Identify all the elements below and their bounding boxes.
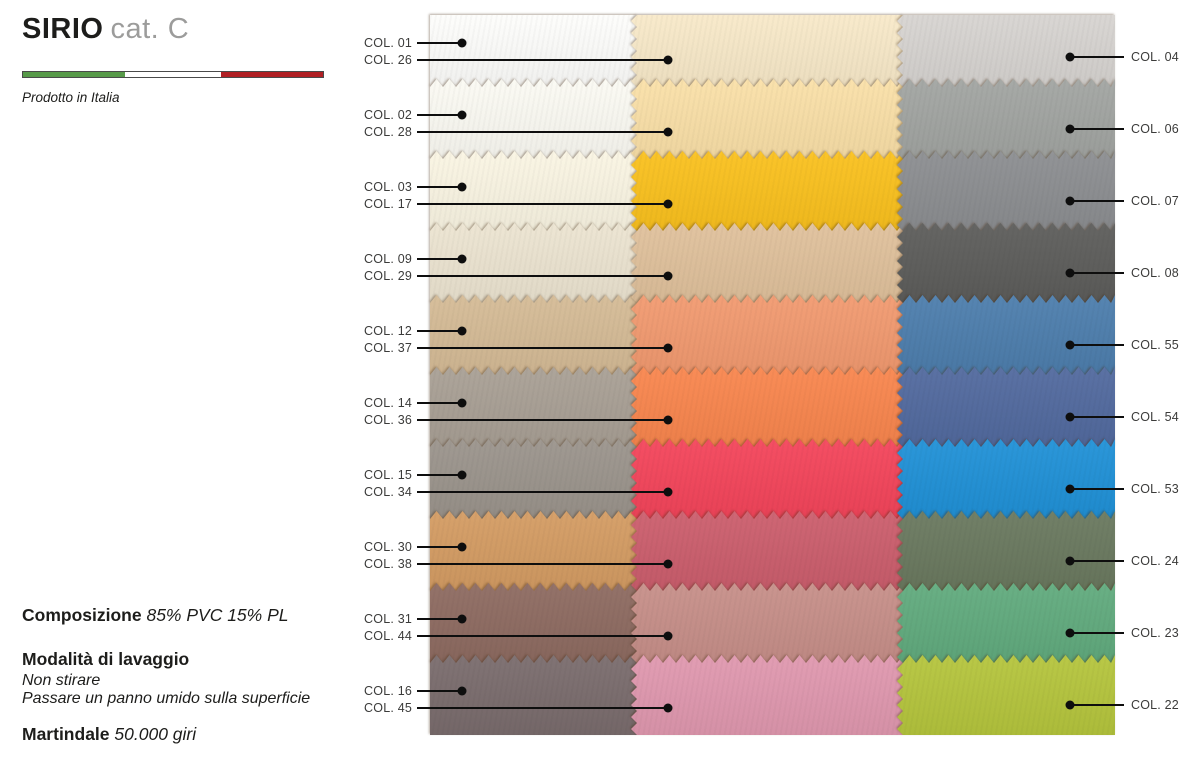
swatch-col-30	[430, 511, 637, 591]
swatch-color-fill	[897, 223, 1115, 303]
martindale-label: Martindale	[22, 724, 110, 744]
swatch-color-fill	[430, 151, 637, 231]
swatch-color-fill	[897, 583, 1115, 663]
callout-label: COL. 37	[364, 341, 412, 355]
washing-title: Modalità di lavaggio	[22, 649, 190, 669]
callout-label: COL. 55	[1131, 338, 1179, 352]
swatch-color-fill	[631, 295, 903, 375]
swatch-color-fill	[631, 655, 903, 735]
swatch-color-fill	[897, 655, 1115, 735]
swatch-color-fill	[897, 367, 1115, 447]
callout-label: COL. 36	[364, 413, 412, 427]
swatch-col-06	[897, 79, 1115, 159]
swatch-col-36	[631, 367, 903, 447]
swatch-col-12	[430, 295, 637, 375]
swatch-color-fill	[631, 367, 903, 447]
swatch-col-37	[631, 295, 903, 375]
callout-label: COL. 44	[364, 629, 412, 643]
swatch-col-07	[897, 151, 1115, 231]
callout-label: COL. 08	[1131, 266, 1179, 280]
callout-label: COL. 03	[364, 180, 412, 194]
callout-label: COL. 54	[1131, 410, 1179, 424]
callout-label: COL. 34	[364, 485, 412, 499]
swatch-col-15	[430, 439, 637, 519]
callout-label: COL. 38	[364, 557, 412, 571]
swatch-col-54	[897, 367, 1115, 447]
callout-label: COL. 04	[1131, 50, 1179, 64]
product-name: SIRIO	[22, 13, 104, 45]
callout-label: COL. 24	[1131, 554, 1179, 568]
swatch-col-31	[430, 583, 637, 663]
callout-label: COL. 09	[364, 252, 412, 266]
swatch-color-fill	[631, 223, 903, 303]
callout-label: COL. 15	[364, 468, 412, 482]
swatch-color-fill	[631, 15, 903, 87]
composition-label: Composizione	[22, 605, 142, 625]
swatch-col-17	[631, 151, 903, 231]
swatch-color-fill	[897, 439, 1115, 519]
swatch-col-03	[430, 151, 637, 231]
callout-label: COL. 22	[1131, 698, 1179, 712]
swatch-col-08	[897, 223, 1115, 303]
callout-label: COL. 23	[1131, 626, 1179, 640]
swatch-color-fill	[430, 511, 637, 591]
swatch-color-fill	[897, 151, 1115, 231]
callout-label: COL. 16	[364, 684, 412, 698]
swatch-col-29	[631, 223, 903, 303]
swatch-color-fill	[430, 583, 637, 663]
callout-label: COL. 12	[364, 324, 412, 338]
callout-label: COL. 28	[364, 125, 412, 139]
swatch-col-22	[897, 655, 1115, 735]
swatch-color-fill	[430, 223, 637, 303]
swatch-col-38	[631, 511, 903, 591]
swatch-color-fill	[430, 295, 637, 375]
washing-instruction-1: Non stirare	[22, 672, 101, 689]
callout-label: COL. 29	[364, 269, 412, 283]
callout-label: COL. 45	[364, 701, 412, 715]
swatch-color-fill	[897, 295, 1115, 375]
swatch-col-45	[631, 655, 903, 735]
composition-value: 85% PVC 15% PL	[146, 605, 289, 625]
callout-label: COL. 14	[364, 396, 412, 410]
swatch-col-23	[897, 583, 1115, 663]
swatch-color-fill	[897, 511, 1115, 591]
swatch-col-04	[897, 15, 1115, 87]
callout-label: COL. 31	[364, 612, 412, 626]
swatch-color-fill	[631, 511, 903, 591]
swatch-color-fill	[631, 79, 903, 159]
callout-label: COL. 30	[364, 540, 412, 554]
swatch-color-fill	[631, 439, 903, 519]
category-label: cat. C	[110, 13, 190, 45]
swatch-color-fill	[430, 655, 637, 735]
martindale-value: 50.000 giri	[114, 724, 197, 744]
callout-label: COL. 26	[364, 53, 412, 67]
swatch-col-53	[897, 439, 1115, 519]
swatch-col-24	[897, 511, 1115, 591]
swatch-col-44	[631, 583, 903, 663]
callout-label: COL. 02	[364, 108, 412, 122]
callout-label: COL. 07	[1131, 194, 1179, 208]
swatch-col-02	[430, 79, 637, 159]
swatch-col-28	[631, 79, 903, 159]
swatch-col-14	[430, 367, 637, 447]
washing-instruction-2: Passare un panno umido sulla superficie	[22, 689, 311, 707]
callout-label: COL. 06	[1131, 122, 1179, 136]
swatch-color-fill	[897, 79, 1115, 159]
swatch-col-34	[631, 439, 903, 519]
swatch-color-fill	[897, 15, 1115, 87]
origin-note: Prodotto in Italia	[22, 90, 120, 105]
swatch-color-fill	[631, 583, 903, 663]
callout-label: COL. 17	[364, 197, 412, 211]
swatch-color-fill	[430, 79, 637, 159]
swatch-color-fill	[430, 439, 637, 519]
swatch-col-01	[430, 15, 637, 87]
swatch-color-fill	[430, 367, 637, 447]
swatch-col-55	[897, 295, 1115, 375]
swatch-col-09	[430, 223, 637, 303]
swatch-col-16	[430, 655, 637, 735]
callout-label: COL. 53	[1131, 482, 1179, 496]
swatch-color-fill	[631, 151, 903, 231]
callout-label: COL. 01	[364, 36, 412, 50]
swatch-color-fill	[430, 15, 637, 87]
swatch-col-26	[631, 15, 903, 87]
